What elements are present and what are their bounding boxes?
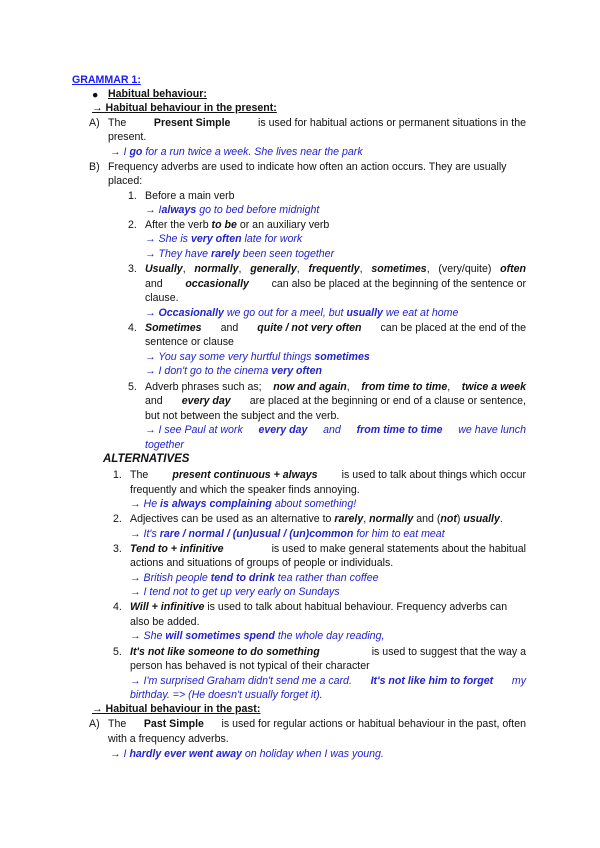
item-text: clause. bbox=[145, 292, 179, 304]
item-number: 5. bbox=[128, 381, 137, 393]
alternatives-heading: ALTERNATIVES bbox=[103, 453, 190, 465]
example: → I hardly ever went away on holiday when I was young. bbox=[110, 748, 384, 760]
section-b-line1: Frequency adverbs are used to indicate how often an action occurs. They are usually bbox=[108, 161, 507, 173]
bullet-marker: ● bbox=[92, 89, 99, 101]
example: → Occasionally we go out for a meel, but usually we eat at home bbox=[145, 307, 459, 319]
text: is used for habitual actions or permanent situations in the bbox=[258, 117, 526, 129]
item-text: actions and situations of groups of people or individuals. bbox=[130, 557, 394, 569]
item-text: sentence or clause bbox=[145, 336, 234, 348]
example: → She is very often late for work bbox=[145, 233, 303, 245]
item-text: also be added. bbox=[130, 616, 200, 628]
example: → I'm surprised Graham didn't send me a card. It's not like him to forget my bbox=[130, 675, 526, 687]
section-b-line2: placed: bbox=[108, 175, 143, 187]
term: Present Simple bbox=[153, 117, 231, 129]
example: → I go for a run twice a week. She lives near the park bbox=[110, 146, 363, 158]
item-text: Usually, normally, generally, frequently, sometimes, (very/quite) often bbox=[145, 263, 526, 275]
example: birthday. => (He doesn't usually forget it). bbox=[130, 689, 323, 701]
item-text: frequently and which the speaker finds annoying. bbox=[130, 484, 360, 496]
example: → I don't go to the cinema very often bbox=[145, 365, 322, 377]
example: → I see Paul at work every day and from time to time we have lunch bbox=[145, 424, 526, 436]
example: → I tend not to get up very early on Sundays bbox=[130, 586, 340, 598]
item-number: 3. bbox=[113, 543, 122, 555]
section-a-line1 bbox=[108, 117, 526, 130]
item-text: After the verb to be or an auxiliary verb bbox=[145, 219, 330, 231]
item-number: 2. bbox=[113, 513, 122, 525]
text: The bbox=[108, 117, 127, 129]
item-text: Adverb phrases such as; now and again, from time to time, twice a week bbox=[145, 381, 526, 393]
example: → It's rare / normal / (un)usual / (un)common for him to eat meat bbox=[130, 528, 445, 540]
example: → They have rarely been seen together bbox=[145, 248, 335, 260]
item-number: 3. bbox=[128, 263, 137, 275]
item-text: with a frequency adverbs. bbox=[108, 733, 229, 745]
present-heading: → Habitual behaviour in the present: bbox=[92, 102, 277, 114]
example: → British people tend to drink tea rather than coffee bbox=[130, 572, 379, 584]
item-text: Sometimes and quite / not very often can be placed at the end of the bbox=[145, 322, 526, 334]
item-number: 4. bbox=[128, 322, 137, 334]
item-text: Will + infinitive is used to talk about habitual behaviour. Frequency adverbs can bbox=[130, 601, 508, 613]
habitual-heading: Habitual behaviour: bbox=[108, 88, 207, 100]
section-a-marker: A) bbox=[89, 718, 100, 730]
item-text: The present continuous + always is used to talk about things which occur bbox=[130, 469, 526, 481]
item-text: It's not like someone to do something is used to suggest that the way a bbox=[130, 646, 526, 658]
item-number: 1. bbox=[128, 190, 137, 202]
item-text: The Past Simple is used for regular actions or habitual behaviour in the past, often bbox=[108, 718, 526, 730]
section-a-line2: present. bbox=[108, 131, 147, 143]
item-number: 2. bbox=[128, 219, 137, 231]
item-number: 4. bbox=[113, 601, 122, 613]
section-b-marker: B) bbox=[89, 161, 100, 173]
example: → Ialways go to bed before midnight bbox=[145, 204, 320, 216]
past-heading: → Habitual behaviour in the past: bbox=[92, 703, 261, 715]
item-text: Tend to + infinitive is used to make general statements about the habitual bbox=[130, 543, 526, 555]
item-text: and every day are placed at the beginning or end of a clause or sentence, bbox=[145, 395, 526, 407]
item-text: person has behaved is not typical of their character bbox=[130, 660, 370, 672]
example: together bbox=[145, 439, 184, 451]
section-a-marker: A) bbox=[89, 117, 100, 129]
item-number: 5. bbox=[113, 646, 122, 658]
item-text: Before a main verb bbox=[145, 190, 235, 202]
example: → He is always complaining about something! bbox=[130, 498, 357, 510]
example: → You say some very hurtful things sometimes bbox=[145, 351, 370, 363]
document-title: GRAMMAR 1: bbox=[72, 74, 141, 86]
example: → She will sometimes spend the whole day reading, bbox=[130, 630, 385, 642]
item-text: but not between the subject and the verb. bbox=[145, 410, 340, 422]
item-text: Adjectives can be used as an alternative to rarely, normally and (not) usually. bbox=[130, 513, 503, 525]
item-number: 1. bbox=[113, 469, 122, 481]
item-text: and occasionally can also be placed at the beginning of the sentence or bbox=[145, 278, 526, 290]
